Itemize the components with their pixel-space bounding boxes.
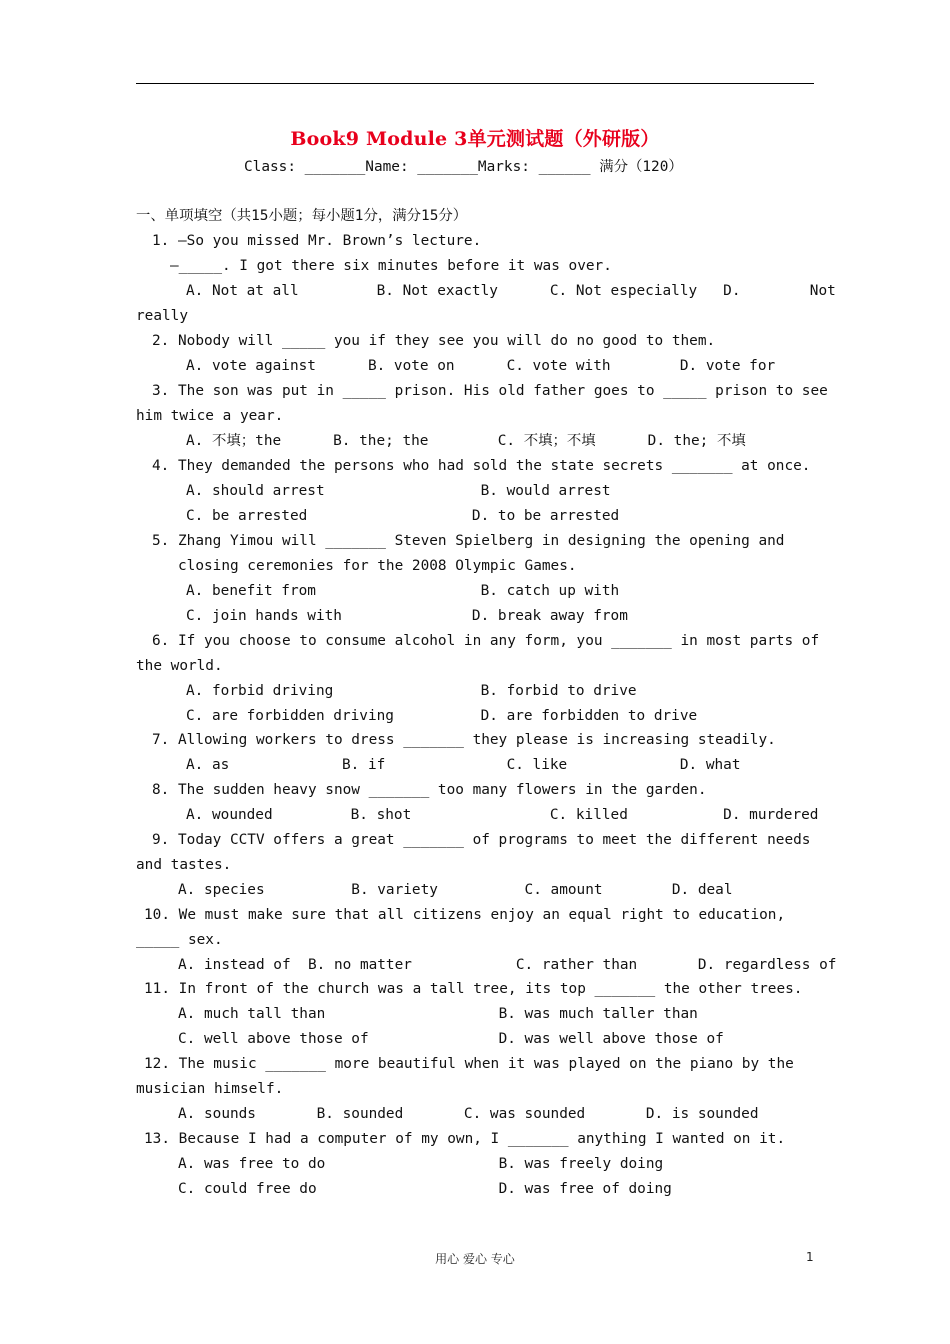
question-options: A. species B. variety C. amount D. deal (178, 882, 733, 898)
question-options: A. was free to do B. was freely doing (178, 1156, 664, 1172)
question-options: A. sounds B. sounded C. was sounded D. is sounded (178, 1106, 759, 1122)
question-options: A. should arrest B. would arrest (186, 483, 611, 499)
question-stem-continued: —_____. I got there six minutes before it was over. (170, 258, 612, 274)
question-options: A. Not at all B. Not exactly C. Not especially D. Not (186, 283, 836, 299)
question-wrap: him twice a year. (136, 408, 284, 424)
class-info-line: Class: _______Name: _______Marks: ______ 满分（120） (244, 159, 683, 175)
question-options: C. are forbidden driving D. are forbidden to drive (186, 708, 698, 724)
question-stem: 3. The son was put in _____ prison. His old father goes to _____ prison to see (152, 383, 828, 399)
question-stem: 5. Zhang Yimou will _______ Steven Spielberg in designing the opening and (152, 533, 785, 549)
question-stem-continued: closing ceremonies for the 2008 Olympic Games. (178, 558, 577, 574)
page-number: 1 (806, 1250, 814, 1264)
question-options: A. much tall than B. was much taller than (178, 1006, 698, 1022)
question-options: C. be arrested D. to be arrested (186, 508, 620, 524)
question-wrap: the world. (136, 658, 223, 674)
question-stem: 9. Today CCTV offers a great _______ of programs to meet the different needs (152, 832, 811, 848)
question-options: A. wounded B. shot C. killed D. murdered (186, 807, 819, 823)
question-wrap: really (136, 308, 188, 324)
question-options: C. could free do D. was free of doing (178, 1181, 672, 1197)
question-options: A. instead of B. no matter C. rather than D. regardless of (178, 957, 837, 973)
question-stem: 7. Allowing workers to dress _______ they please is increasing steadily. (152, 732, 776, 748)
question-stem: 11. In front of the church was a tall tree, its top _______ the other trees. (144, 981, 803, 997)
page-footer: 用心 爱心 专心 (435, 1252, 515, 1266)
question-options: A. as B. if C. like D. what (186, 757, 741, 773)
question-wrap: _____ sex. (136, 932, 223, 948)
question-options: C. well above those of D. was well above those of (178, 1031, 724, 1047)
question-wrap: musician himself. (136, 1081, 284, 1097)
question-stem: 4. They demanded the persons who had sold the state secrets _______ at once. (152, 458, 811, 474)
question-stem: 13. Because I had a computer of my own, I _______ anything I wanted on it. (144, 1131, 786, 1147)
question-options: A. benefit from B. catch up with (186, 583, 620, 599)
question-options: A. forbid driving B. forbid to drive (186, 683, 637, 699)
question-options: C. join hands with D. break away from (186, 608, 628, 624)
question-stem: 12. The music _______ more beautiful when it was played on the piano by the (144, 1056, 794, 1072)
section-heading: 一、单项填空（共15小题；每小题1分，满分15分） (136, 208, 468, 224)
question-options: A. 不填；the B. the; the C. 不填；不填 D. the; 不填 (186, 433, 746, 449)
page-title: Book9 Module 3单元测试题（外研版） (290, 128, 660, 150)
question-stem: 10. We must make sure that all citizens enjoy an equal right to education, (144, 907, 786, 923)
question-stem: 6. If you choose to consume alcohol in any form, you _______ in most parts of (152, 633, 820, 649)
question-stem: 2. Nobody will _____ you if they see you will do no good to them. (152, 333, 716, 349)
question-options: A. vote against B. vote on C. vote with D. vote for (186, 358, 776, 374)
header-rule (136, 83, 814, 84)
question-stem: 1. —So you missed Mr. Brown’s lecture. (152, 233, 482, 249)
question-stem: 8. The sudden heavy snow _______ too many flowers in the garden. (152, 782, 707, 798)
question-wrap: and tastes. (136, 857, 232, 873)
